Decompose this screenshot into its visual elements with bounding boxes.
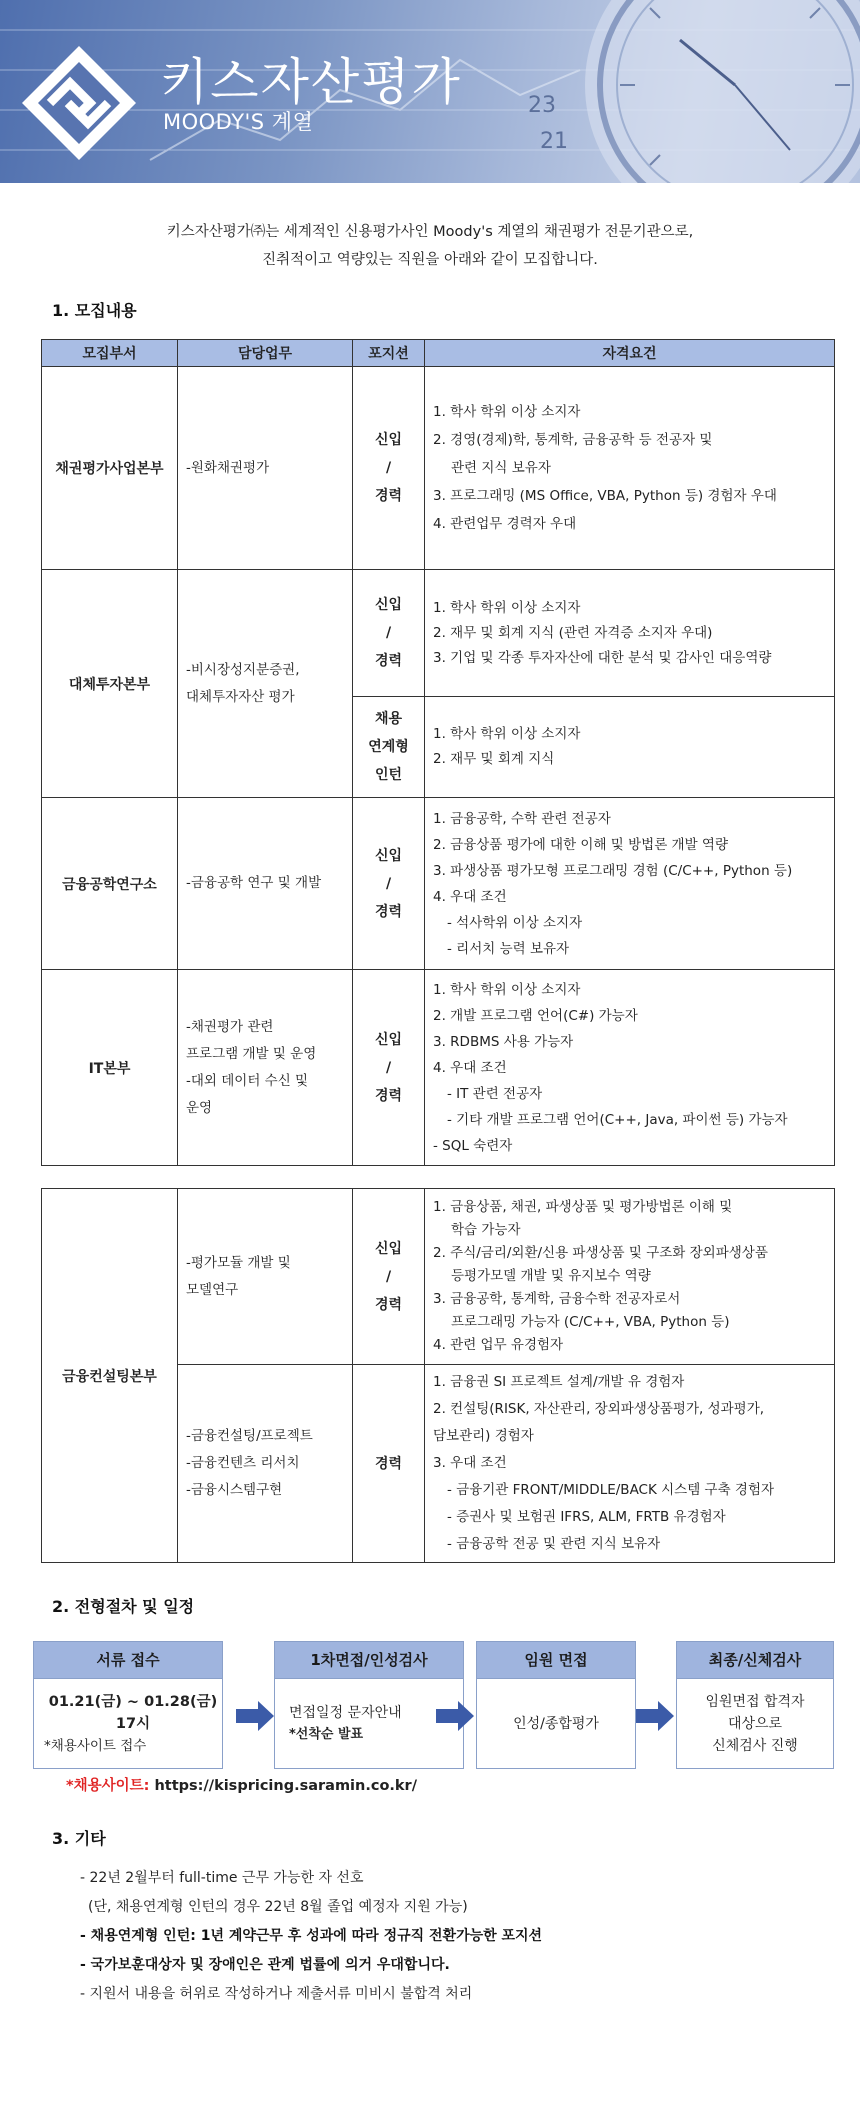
position-text: 경력 — [374, 1296, 403, 1313]
req-line: 3. 프로그래밍 (MS Office, VBA, Python 등) 경험자 우대 — [433, 488, 777, 504]
step-line: 임원면접 합격자 — [705, 1693, 805, 1710]
req-line: 3. 우대 조건 — [433, 1455, 507, 1471]
header-position: 포지션 — [353, 340, 425, 367]
req-line: 2. 재무 및 회계 지식 — [433, 751, 555, 767]
brand-subtitle: MOODY'S 계열 — [163, 110, 314, 134]
duty-cell — [178, 970, 353, 1166]
section-3-title: 3. 기타 — [52, 1829, 106, 1848]
kis-logo-icon — [20, 44, 138, 162]
list-item: - 국가보훈대상자 및 장애인은 관계 법률에 의거 우대합니다. — [80, 1957, 450, 1973]
position-text: 경력 — [374, 903, 403, 920]
table-row — [42, 367, 835, 570]
req-line: 2. 개발 프로그램 언어(C#) 가능자 — [433, 1007, 638, 1024]
duty-line: -비시장성지분증권, — [186, 661, 300, 678]
step-body — [34, 1678, 222, 1768]
req-line: 4. 관련업무 경력자 우대 — [433, 516, 577, 532]
step-final-physical — [676, 1641, 834, 1769]
step-line: 면접일정 문자안내 — [289, 1704, 402, 1721]
duty-line: -금융컨텐츠 리서치 — [186, 1455, 300, 1471]
recruit-site — [66, 1774, 417, 1795]
arrow-right-icon — [236, 1701, 274, 1731]
req-line: 1. 금융권 SI 프로젝트 설계/개발 유 경험자 — [433, 1374, 685, 1390]
dept-cell: 채권평가사업본부 — [42, 367, 178, 570]
position-text: 신입 — [374, 847, 403, 864]
duty-cell: -원화채권평가 — [178, 367, 353, 570]
position-text: 경력 — [374, 488, 403, 504]
list-item: - 22년 2월부터 full-time 근무 가능한 자 선호 — [80, 1870, 364, 1886]
dept-cell: 금융공학연구소 — [42, 798, 178, 970]
req-line: 학습 가능자 — [451, 1222, 521, 1238]
table-row — [42, 798, 835, 970]
step-line: 01.21(금) ~ 01.28(금) 17시 — [48, 1693, 218, 1732]
header-dept: 모집부서 — [42, 340, 178, 367]
header-banner — [0, 0, 860, 183]
duty-cell: -금융공학 연구 및 개발 — [178, 798, 353, 970]
step-line: 신체검사 진행 — [712, 1737, 798, 1754]
clock-digit-21: 21 — [540, 129, 568, 154]
duty-cell — [178, 570, 353, 798]
requirements-cell — [425, 970, 835, 1166]
position-cell — [353, 798, 425, 970]
req-line: - 증권사 및 보험권 IFRS, ALM, FRTB 유경험자 — [447, 1509, 726, 1525]
table-row — [42, 570, 835, 697]
intro-line-2: 진취적이고 역량있는 직원을 아래와 같이 모집합니다. — [262, 252, 598, 268]
dept-cell: IT본부 — [42, 970, 178, 1166]
req-line: - 금융기관 FRONT/MIDDLE/BACK 시스템 구축 경험자 — [447, 1482, 775, 1498]
recruit-table-consulting — [41, 1188, 835, 1563]
duty-line: 프로그램 개발 및 운영 — [186, 1045, 317, 1062]
requirements-cell — [425, 798, 835, 970]
req-line: 4. 관련 업무 유경험자 — [433, 1337, 564, 1353]
req-line: 1. 금융공학, 수학 관련 전공자 — [433, 810, 611, 827]
list-item: - 채용연계형 인턴: 1년 계약근무 후 성과에 따라 정규직 전환가능한 포지션 — [80, 1928, 543, 1944]
req-line: 1. 금융상품, 채권, 파생상품 및 평가방법론 이해 및 — [433, 1199, 733, 1215]
duty-cell — [178, 1365, 353, 1563]
intro-text — [0, 218, 860, 274]
section-2-title: 2. 전형절차 및 일정 — [52, 1597, 195, 1616]
position-text: 신입 — [374, 432, 403, 448]
step-head: 최종/신체검사 — [677, 1642, 833, 1678]
req-line: - 석사학위 이상 소지자 — [447, 914, 583, 931]
duty-line: -대외 데이터 수신 및 — [186, 1072, 309, 1089]
position-cell — [353, 970, 425, 1166]
position-text: 인턴 — [374, 767, 403, 783]
header-requirements: 자격요건 — [425, 340, 835, 367]
step-line: 인성/종합평가 — [513, 1715, 599, 1732]
section-1-title: 1. 모집내용 — [52, 301, 137, 320]
position-cell: 경력 — [353, 1365, 425, 1563]
req-line: 1. 학사 학위 이상 소지자 — [433, 726, 581, 742]
step-head: 임원 면접 — [477, 1642, 635, 1678]
step-line: 대상으로 — [727, 1715, 783, 1732]
site-label: *채용사이트: — [66, 1778, 150, 1794]
table-row — [42, 1189, 835, 1365]
req-line: 1. 학사 학위 이상 소지자 — [433, 981, 581, 998]
req-line: 1. 학사 학위 이상 소지자 — [433, 404, 581, 420]
position-cell — [353, 367, 425, 570]
arrow-right-icon — [636, 1701, 674, 1731]
req-line: 3. 파생상품 평가모형 프로그래밍 경험 (C/C++, Python 등) — [433, 862, 793, 879]
intro-line-1: 키스자산평가㈜는 세계적인 신용평가사인 Moody's 계열의 채권평가 전문기관으로, — [166, 224, 694, 240]
duty-line: -금융컨설팅/프로젝트 — [186, 1428, 313, 1444]
clock-digit-23: 23 — [528, 93, 556, 118]
step-executive-interview — [476, 1641, 636, 1769]
req-line: 3. 기업 및 각종 투자자산에 대한 분석 및 감사인 대응역량 — [433, 649, 772, 666]
table-row — [42, 970, 835, 1166]
list-item: - 지원서 내용을 허위로 작성하거나 제출서류 미비시 불합격 처리 — [80, 1986, 473, 2002]
position-text: / — [385, 875, 392, 892]
req-line: 관련 지식 보유자 — [451, 460, 551, 476]
arrow-right-icon — [436, 1701, 474, 1731]
req-line: - 리서치 능력 보유자 — [447, 940, 570, 957]
position-text: / — [385, 625, 392, 641]
req-line: 프로그래밍 가능자 (C/C++, VBA, Python 등) — [451, 1314, 730, 1330]
req-line: 2. 경영(경제)학, 통계학, 금융공학 등 전공자 및 — [433, 432, 713, 448]
req-line: - IT 관련 전공자 — [447, 1085, 543, 1102]
duty-line: -채권평가 관련 — [186, 1018, 274, 1035]
duty-line: 모델연구 — [186, 1281, 239, 1298]
position-text: 연계형 — [368, 739, 409, 755]
step-line: *채용사이트 접수 — [44, 1737, 147, 1754]
position-cell — [353, 1189, 425, 1365]
etc-list — [80, 1864, 542, 2009]
step-head: 서류 접수 — [34, 1642, 222, 1678]
position-text: 신입 — [374, 1240, 403, 1257]
step-line: *선착순 발표 — [289, 1726, 364, 1742]
requirements-cell — [425, 697, 835, 798]
req-line: 1. 학사 학위 이상 소지자 — [433, 599, 581, 616]
duty-line: -평가모듈 개발 및 — [186, 1254, 291, 1271]
duty-line: 대체투자자산 평가 — [186, 688, 295, 705]
position-text: 경력 — [374, 1087, 403, 1104]
duty-line: -금융시스템구현 — [186, 1482, 283, 1498]
dept-cell: 금융컨설팅본부 — [42, 1189, 178, 1563]
req-line: 2. 금융상품 평가에 대한 이해 및 방법론 개발 역량 — [433, 836, 728, 853]
requirements-cell — [425, 570, 835, 697]
req-line: 2. 재무 및 회계 지식 (관련 자격증 소지자 우대) — [433, 624, 713, 641]
position-text: 경력 — [374, 653, 403, 669]
step-body — [477, 1678, 635, 1768]
req-line: 4. 우대 조건 — [433, 1059, 507, 1076]
req-line: - 기타 개발 프로그램 언어(C++, Java, 파이썬 등) 가능자 — [447, 1111, 788, 1128]
pocket-watch-icon — [585, 0, 860, 183]
recruit-table — [41, 339, 835, 1166]
req-line: 담보관리) 경험자 — [433, 1428, 534, 1444]
step-head: 1차면접/인성검사 — [275, 1642, 463, 1678]
req-line: 2. 주식/금리/외환/신용 파생상품 및 구조화 장외파생상품 — [433, 1245, 768, 1261]
duty-line: 운영 — [186, 1099, 213, 1116]
position-cell — [353, 697, 425, 798]
header-duty: 담당업무 — [178, 340, 353, 367]
position-text: / — [385, 460, 392, 476]
position-cell — [353, 570, 425, 697]
step-body — [677, 1678, 833, 1768]
req-line: - SQL 숙련자 — [433, 1137, 513, 1154]
dept-cell: 대체투자본부 — [42, 570, 178, 798]
site-url-link[interactable]: https://kispricing.saramin.co.kr/ — [154, 1778, 418, 1794]
duty-cell — [178, 1189, 353, 1365]
table-header-row — [42, 340, 835, 367]
req-line: 3. RDBMS 사용 가능자 — [433, 1033, 574, 1050]
brand-title: 키스자산평가 — [160, 53, 462, 111]
position-text: / — [385, 1268, 392, 1285]
list-item: (단, 채용연계형 인턴의 경우 22년 8월 졸업 예정자 지원 가능) — [88, 1899, 468, 1915]
req-line: 등평가모델 개발 및 유지보수 역량 — [451, 1268, 651, 1284]
step-body — [275, 1678, 463, 1768]
position-text: 신입 — [374, 1031, 403, 1048]
position-text: 신입 — [374, 597, 403, 613]
requirements-cell — [425, 1365, 835, 1563]
requirements-cell — [425, 1189, 835, 1365]
step-document-submission — [33, 1641, 223, 1769]
position-text: 채용 — [374, 711, 403, 727]
req-line: 3. 금융공학, 통계학, 금융수학 전공자로서 — [433, 1291, 681, 1307]
requirements-cell — [425, 367, 835, 570]
req-line: 4. 우대 조건 — [433, 888, 507, 905]
position-text: / — [385, 1059, 392, 1076]
req-line: - 금융공학 전공 및 관련 지식 보유자 — [447, 1536, 661, 1552]
req-line: 2. 컨설팅(RISK, 자산관리, 장외파생상품평가, 성과평가, — [433, 1401, 765, 1417]
